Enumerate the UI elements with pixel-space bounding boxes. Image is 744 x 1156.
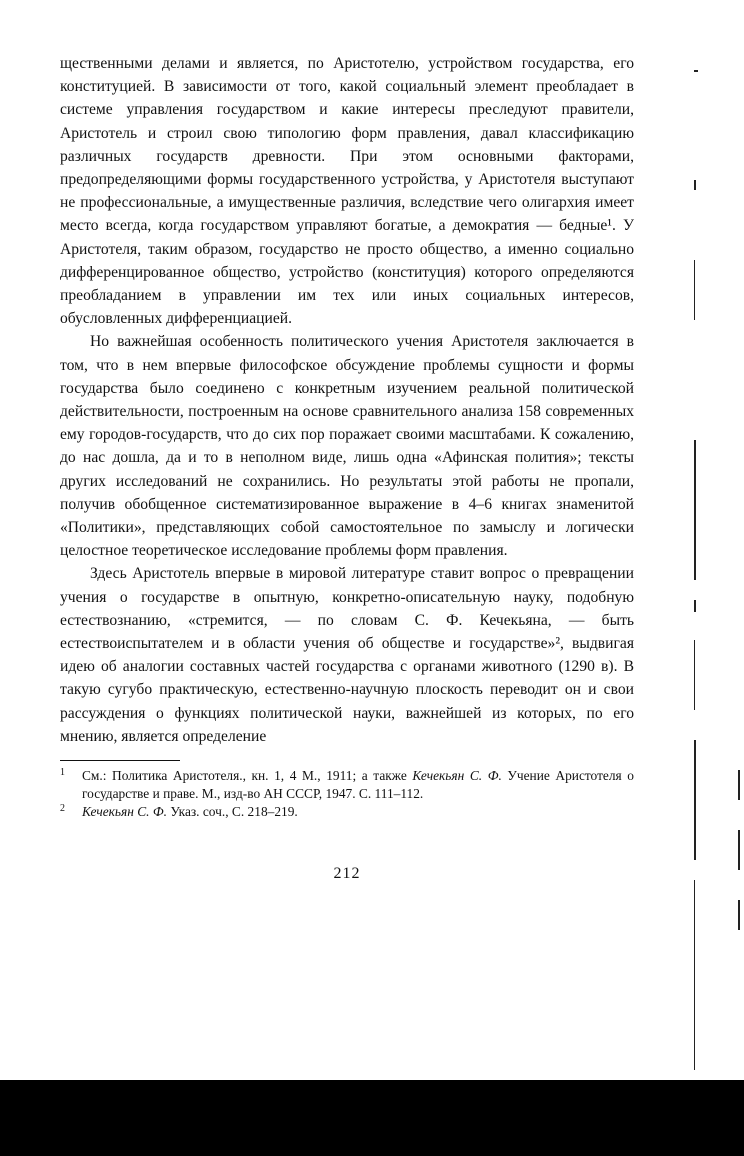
footnote-1-mark: 1: [60, 767, 65, 779]
book-page: [60, 52, 634, 883]
footnote-divider: [60, 760, 180, 761]
footnote-2-source: Указ. соч., С. 218–219.: [166, 804, 298, 820]
footnote-2: [60, 803, 634, 821]
scan-bottom-band: [0, 1080, 744, 1156]
paragraph-3: Здесь Аристотель впервые в мировой литературе ставит вопрос о превращении учения о государстве в опытную, конкретно-описательную науку, подобную естествознанию, «стремится, — по словам С. Ф. Кечекьяна, — быть естествоиспытателем и в области учения об обществе и государстве»², выдвигая идею об аналогии составных частей государства с органами животного (1290 в). В такую сугубо практическую, естественно-научную плоскость переводит он и свои рассуждения о функциях политической науки, важнейшей из которых, по его мнению, является определение: [60, 565, 634, 745]
paragraph-2: Но важнейшая особенность политического учения Аристотеля заключается в том, что в нем впервые философское обсуждение проблемы сущности и формы государства было соединено с конкретным изучением реальной политической действительности, построенным на основе сравнительного анализа 158 современных ему городов-государств, что до сих пор поражает своими масштабами. К сожалению, до нас дошла, да и то в неполном виде, лишь одна «Афинская полития»; тексты других исследований не сохранились. Но результаты этой работы не пропали, получив обобщенное систематизированное выражение в 4–6 книгах знаменитой «Политики», представляющих собой самостоятельное по замыслу и логически целостное теоретическое исследование проблемы форм правления.: [60, 333, 634, 560]
scan-margin-marks: [674, 0, 744, 1080]
footnote-2-mark: 2: [60, 803, 65, 815]
footnote-1-author: Кечекьян С. Ф.: [412, 768, 502, 784]
paragraph-1: щественными делами и является, по Аристотелю, устройством государства, его конституцией. В зависимости от того, какой социальный элемент преобладает в системе управления государством и какие интересы преследуют правители, Аристотель и строил свою типологию форм правления, давал классификацию различных государств древности. При этом основными факторами, предопределяющими формы государственного устройства, у Аристотеля выступают не профессиональные, а имущественные различия, вследствие чего олигархия имеет место всегда, когда государством управляют богатые, а демократия — бедные¹. У Аристотеля, таким образом, государство не просто общество, а именно социально дифференцированное общество, устройство (конституция) которого определяются преобладанием в управлении им тех или иных социальных интересов, обусловленных дифференциацией.: [60, 55, 634, 328]
footnote-2-author: Кечекьян С. Ф.: [82, 804, 167, 820]
page-number: 212: [333, 865, 361, 883]
footnote-1-text: См.: Политика Аристотеля., кн. 1, 4 М., 1911; а также: [82, 768, 413, 784]
footnote-1-source: Учение Аристотеля о государстве и праве. М., изд-во АН СССР, 1947. С. 111–112.: [82, 768, 634, 802]
footnote-1: [60, 767, 634, 803]
